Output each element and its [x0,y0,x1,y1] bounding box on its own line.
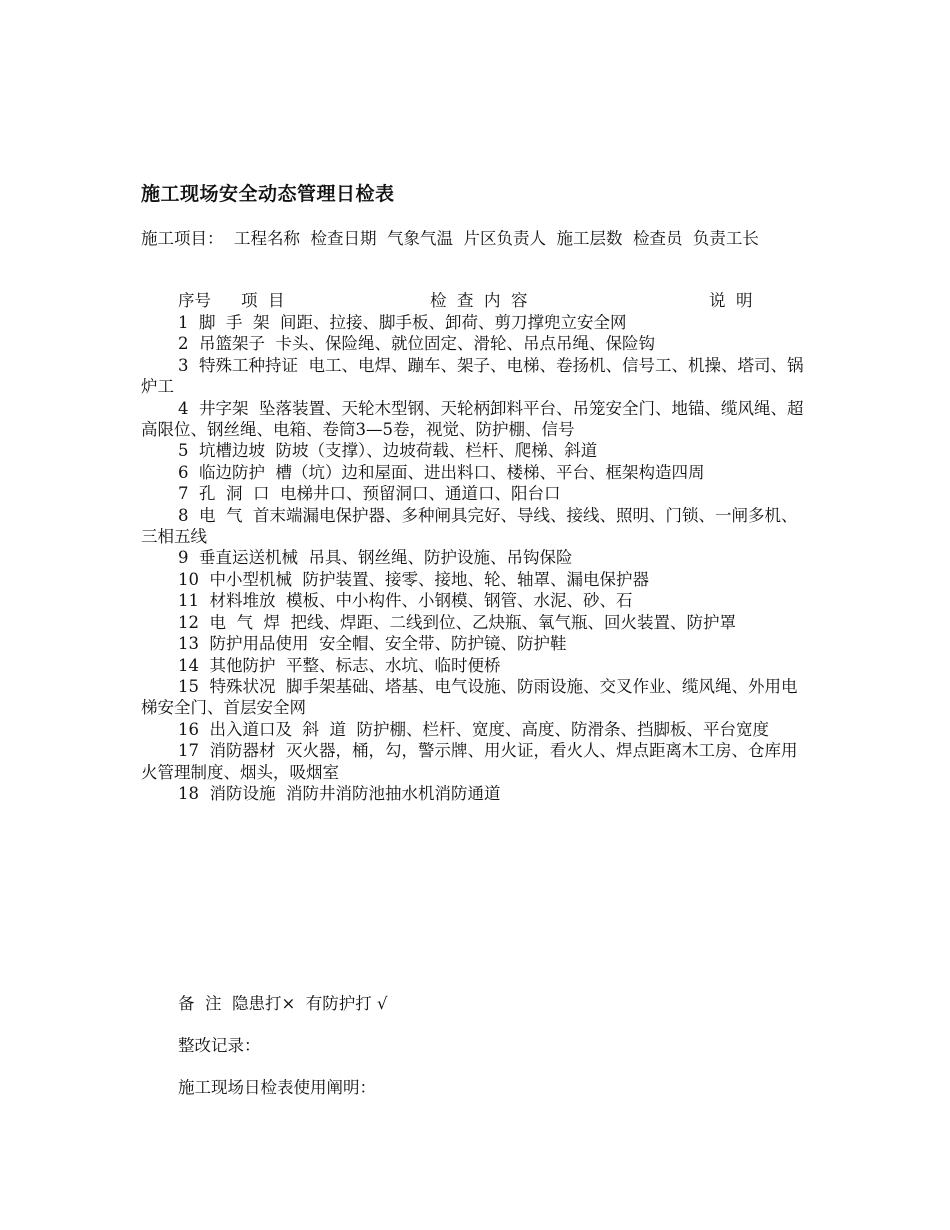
inspection-item: 17 消防器材 灭火器，桶，勾，警示牌、用火证，看火人、焊点距离木工房、仓库用火管理制度、烟头，吸烟室 [141,741,798,782]
inspection-items-list [141,312,813,804]
inspection-item: 10 中小型机械 防护装置、接零、接地、轮、轴罩、漏电保护器 [178,569,649,589]
inspection-item: 4 井字架 坠落装置、天轮木型钢、天轮柄卸料平台、吊笼安全门、地锚、缆风绳、超高限位、钢丝绳、电箱、卷筒3—5卷，视觉、防护棚、信号 [141,398,804,440]
inspection-item: 7 孔 洞 口 电梯井口、预留洞口、通道口、阳台口 [178,484,561,504]
document-title: 施工现场安全动态管理日检表 [141,183,395,205]
header-seq: 序号 [178,291,211,310]
inspection-item: 8 电 气 首末端漏电保护器、多种闸具完好、导线、接线、照明、门锁、一闸多机、三相五线 [141,505,798,547]
header-note: 说 明 [709,291,753,310]
header-content: 检 查 内 容 [430,291,528,310]
inspection-item: 1 脚 手 架 间距、拉接、脚手板、卸荷、剪刀撑兜立安全网 [178,313,627,332]
inspection-item: 11 材料堆放 模板、中小构件、小钢模、钢管、水泥、砂、石 [178,591,633,611]
inspection-item: 9 垂直运送机械 吊具、钢丝绳、防护设施、吊钩保险 [178,548,573,568]
remark-line: 备 注 隐患打× 有防护打 √ [178,994,388,1013]
rectification-record: 整改记录： [178,1036,261,1055]
inspection-item: 2 吊篮架子 卡头、保险绳、就位固定、滑轮、吊点吊绳、保险钩 [178,334,655,354]
inspection-item: 16 出入道口及 斜 道 防护棚、栏杆、宽度、高度、防滑条、挡脚板、平台宽度 [178,719,769,739]
inspection-item: 15 特殊状况 脚手架基础、塔基、电气设施、防雨设施、交叉作业、缆风绳、外用电梯安全门、首层安全网 [141,676,798,718]
inspection-item: 5 坑槽边坡 防坡（支撑）、边坡荷载、栏杆、爬梯、斜道 [178,441,598,461]
inspection-item: 3 特殊工种持证 电工、电焊、蹦车、架子、电梯、卷扬机、信号工、机操、塔司、锅炉工 [141,355,804,397]
inspection-item: 6 临边防护 槽（坑）边和屋面、进出料口、楼梯、平台、框架构造四周 [178,462,705,482]
inspection-item: 12 电 气 焊 把线、焊距、二线到位、乙炔瓶、氧气瓶、回火装置、防护罩 [178,612,736,632]
inspection-item: 18 消防设施 消防井消防池抽水机消防通道 [178,783,501,803]
inspection-item: 14 其他防护 平整、标志、水坑、临时便桥 [178,655,501,675]
header-item: 项 目 [241,291,285,310]
inspection-item: 13 防护用品使用 安全帽、安全带、防护镜、防护鞋 [178,634,567,654]
usage-note: 施工现场日检表使用阐明： [178,1078,376,1097]
project-info-line: 施工项目： 工程名称 检查日期 气象气温 片区负责人 施工层数 检查员 负责工长 [141,229,759,248]
